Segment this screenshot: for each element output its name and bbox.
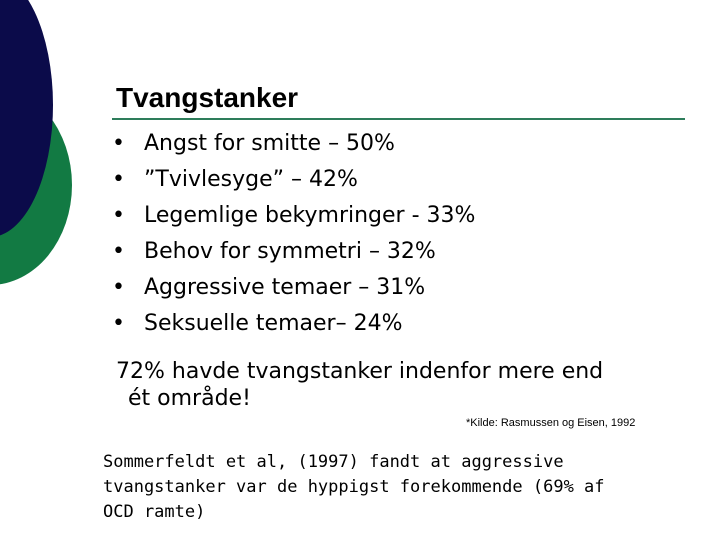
bullet-text: ”Tvivlesyge” – 42%: [144, 167, 358, 192]
navy-circle: [0, 0, 53, 237]
title-underline: [112, 118, 685, 120]
bullet-text: Seksuelle temaer– 24%: [144, 311, 403, 336]
summary-line: 72% havde tvangstanker indenfor mere end: [116, 359, 604, 384]
bullet-marker: •: [112, 167, 125, 192]
note-line: OCD ramte): [103, 502, 206, 522]
bullet-marker: •: [112, 203, 125, 228]
study-note: [103, 450, 693, 525]
bullet-marker: •: [112, 131, 125, 156]
slide-title: Tvangstanker: [116, 82, 299, 113]
bullet-item: [112, 198, 475, 234]
bullet-marker: •: [112, 311, 125, 336]
bullet-marker: •: [112, 239, 125, 264]
green-circle: [0, 85, 72, 285]
bullet-text: Aggressive temaer – 31%: [144, 275, 426, 300]
bullet-item: [112, 162, 475, 198]
note-line: tvangstanker var de hyppigst forekommende (69% af: [103, 477, 605, 497]
summary-line: ét område!: [128, 386, 251, 411]
bullet-text: Behov for symmetri – 32%: [144, 239, 436, 264]
bullet-list: [112, 126, 475, 342]
bullet-marker: •: [112, 275, 125, 300]
bullet-text: Legemlige bekymringer - 33%: [144, 203, 476, 228]
bullet-item: [112, 306, 475, 342]
note-line: Sommerfeldt et al, (1997) fandt at aggressive: [103, 452, 564, 472]
bullet-text: Angst for smitte – 50%: [144, 131, 395, 156]
source-citation: *Kilde: Rasmussen og Eisen, 1992: [466, 417, 636, 429]
bullet-item: [112, 270, 475, 306]
summary-statement: [116, 358, 696, 412]
bullet-item: [112, 126, 475, 162]
bullet-item: [112, 234, 475, 270]
